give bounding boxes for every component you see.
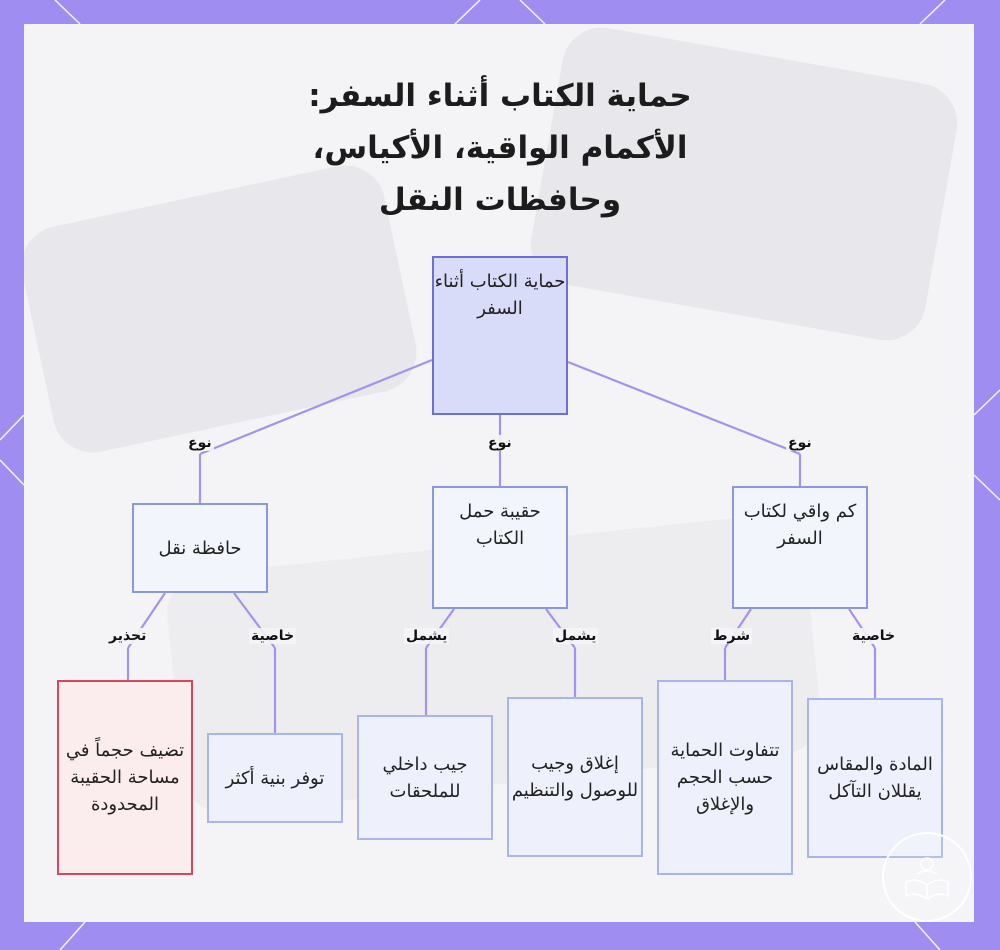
sleeve-feature-node: المادة والمقاس يقللان التآكل	[807, 698, 943, 858]
case-node: حافظة نقل	[132, 503, 268, 593]
case-warning-node: تضيف حجماً في مساحة الحقيبة المحدودة	[57, 680, 193, 875]
edge-label-type: نوع	[488, 435, 512, 451]
edge-label-condition: شرط	[713, 628, 751, 644]
case-feature-node: توفر بنية أكثر	[207, 733, 343, 823]
edge-label-type: نوع	[188, 435, 212, 451]
book-reader-icon	[882, 832, 972, 922]
title-line: وحافظات النقل	[378, 182, 622, 218]
root-node: حماية الكتاب أثناء السفر	[432, 256, 568, 415]
bag-closure-node: إغلاق وجيب للوصول والتنظيم	[507, 697, 643, 857]
edge-label-feature: خاصية	[852, 628, 896, 644]
edge-root-case	[200, 360, 432, 454]
title-line: الأكمام الواقية، الأكياس،	[312, 130, 688, 166]
bag-pocket-node: جيب داخلي للملحقات	[357, 715, 493, 840]
edge-label-warning: تحذير	[109, 628, 147, 644]
bag-node: حقيبة حمل الكتاب	[432, 486, 568, 609]
edge-root-sleeve	[568, 362, 800, 454]
edge-label-includes: يشمل	[406, 628, 448, 644]
sleeve-node: كم واقي لكتاب السفر	[732, 486, 868, 609]
title-line: حماية الكتاب أثناء السفر:	[308, 78, 692, 114]
edge-label-includes: يشمل	[555, 628, 597, 644]
edge-label-type: نوع	[788, 435, 812, 451]
edge-label-feature: خاصية	[251, 628, 295, 644]
sleeve-condition-node: تتفاوت الحماية حسب الحجم والإغلاق	[657, 680, 793, 875]
